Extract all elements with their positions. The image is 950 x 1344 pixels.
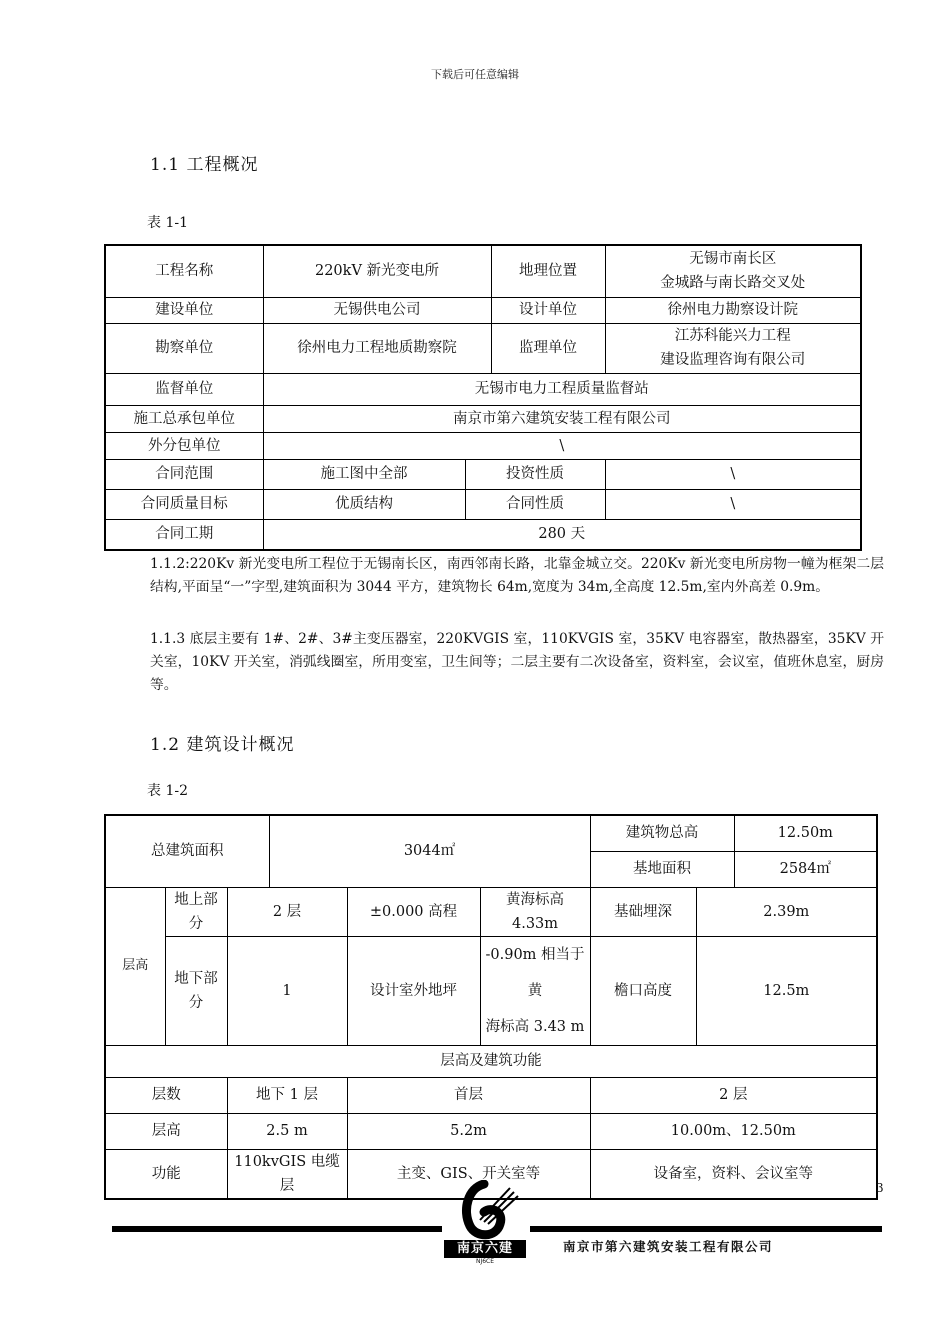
heights-second: 10.00m、12.50m (590, 1113, 877, 1149)
eave-height-value: 12.5m (696, 936, 877, 1045)
section-2-title: 1.2 建筑设计概况 (150, 735, 295, 755)
floors-label: 层数 (105, 1077, 227, 1113)
cell-line: -0.90m 相当于黄 (485, 946, 585, 999)
cell-label: 地理位置 (491, 245, 605, 297)
table-2-caption: 表 1-2 (147, 783, 188, 799)
below-ground-label: 地下部分 (165, 936, 227, 1045)
cell-label: 工程名称 (105, 245, 263, 297)
project-overview-table (104, 244, 862, 551)
cell-value: 优质结构 (263, 489, 465, 519)
above-ground-label: 地上部分 (165, 887, 227, 936)
cell-label: 外分包单位 (105, 432, 263, 459)
building-height-label: 建筑物总高 (590, 815, 734, 851)
logo-text: 南京六建 (444, 1240, 526, 1258)
below-ground-floors: 1 (227, 936, 347, 1045)
cell-label: 合同质量目标 (105, 489, 263, 519)
cell-value: \ (605, 459, 861, 489)
eave-height-label: 檐口高度 (590, 936, 696, 1045)
floors-second: 2 层 (590, 1077, 877, 1113)
cell-value: 徐州电力勘察设计院 (605, 297, 861, 323)
paragraph-1-1-3: 1.1.3 底层主要有 1#、2#、3#主变压器室，220KVGIS 室，110KVGIS 室，35KV 电容器室，散热器室，35KV 开关室，10KV 开关室，消弧线圈室，所用变室，卫生间等；二层主要有二次设备室，资料室，会议室，值班休息室，厨房等。 (150, 631, 884, 693)
foundation-depth-label: 基础埋深 (590, 887, 696, 936)
floor-height-label: 层高 (105, 887, 165, 1045)
footer-rule-right (530, 1226, 882, 1232)
cell-line: 江苏科能兴力工程 (674, 328, 791, 344)
cell-value (605, 245, 861, 297)
above-ground-floors: 2 层 (227, 887, 347, 936)
cell-label: 投资性质 (465, 459, 605, 489)
floors-basement: 地下 1 层 (227, 1077, 347, 1113)
cell-label: 监督单位 (105, 373, 263, 405)
footer-company-name: 南京市第六建筑安装工程有限公司 (563, 1239, 774, 1254)
total-area-value: 3044㎡ (269, 815, 590, 887)
below-ground-elevation (480, 936, 590, 1045)
function-ground: 主变、GIS、开关室等 (347, 1149, 590, 1199)
base-area-label: 基地面积 (590, 851, 734, 887)
cell-label: 施工总承包单位 (105, 405, 263, 432)
floors-ground: 首层 (347, 1077, 590, 1113)
cell-label: 监理单位 (491, 323, 605, 373)
function-second: 设备室，资料、会议室等 (590, 1149, 877, 1199)
base-area-value: 2584㎡ (734, 851, 877, 887)
cell-value: 无锡市电力工程质量监督站 (263, 373, 861, 405)
cell-line: 建设监理咨询有限公司 (660, 352, 806, 368)
cell-value: 220kV 新光变电所 (263, 245, 491, 297)
cell-label: 勘察单位 (105, 323, 263, 373)
header-note: 下载后可任意编辑 (431, 68, 519, 81)
footer-rule-left (112, 1226, 442, 1232)
logo-subtext: NJ6CE (475, 1258, 495, 1265)
table-1-caption: 表 1-1 (147, 215, 188, 231)
function-label: 功能 (105, 1149, 227, 1199)
building-design-table (104, 814, 878, 1200)
below-ground-datum: 设计室外地坪 (347, 936, 480, 1045)
cell-line: 海标高 3.43 m (485, 1018, 585, 1035)
foundation-depth-value: 2.39m (696, 887, 877, 936)
cell-label: 合同工期 (105, 519, 263, 550)
page-number: 3 (876, 1181, 884, 1195)
cell-value: 280 天 (263, 519, 861, 550)
cell-value: \ (605, 489, 861, 519)
cell-value: 徐州电力工程地质勘察院 (263, 323, 491, 373)
paragraph-1-1-2: 1.1.2:220Kv 新光变电所工程位于无锡南长区，南西邻南长路，北靠金城立交。220Kv 新光变电所房物一幢为框架二层结构,平面呈“一”字型,建筑面积为 3044 平方，建筑物长 64m,宽度为 34m,全高度 12.5m,室内外高差 0.9m。 (150, 556, 884, 595)
cell-value: 南京市第六建筑安装工程有限公司 (263, 405, 861, 432)
total-area-label: 总建筑面积 (105, 815, 269, 887)
cell-value: \ (263, 432, 861, 459)
building-height-value: 12.50m (734, 815, 877, 851)
cell-label: 合同范围 (105, 459, 263, 489)
above-ground-datum: ±0.000 高程 (347, 887, 480, 936)
cell-label: 合同性质 (465, 489, 605, 519)
function-basement: 110kvGIS 电缆层 (227, 1149, 347, 1199)
cell-value: 施工图中全部 (263, 459, 465, 489)
cell-label: 设计单位 (491, 297, 605, 323)
heights-basement: 2.5 m (227, 1113, 347, 1149)
cell-value: 无锡供电公司 (263, 297, 491, 323)
heights-label: 层高 (105, 1113, 227, 1149)
cell-line: 无锡市南长区 (689, 251, 777, 268)
cell-value (605, 323, 861, 373)
heights-ground: 5.2m (347, 1113, 590, 1149)
above-ground-elevation: 黄海标高 4.33m (480, 887, 590, 936)
section-1-title: 1.1 工程概况 (150, 155, 259, 175)
cell-line: 金城路与南长路交叉处 (660, 275, 806, 292)
cell-label: 建设单位 (105, 297, 263, 323)
function-heading: 层高及建筑功能 (105, 1045, 877, 1077)
